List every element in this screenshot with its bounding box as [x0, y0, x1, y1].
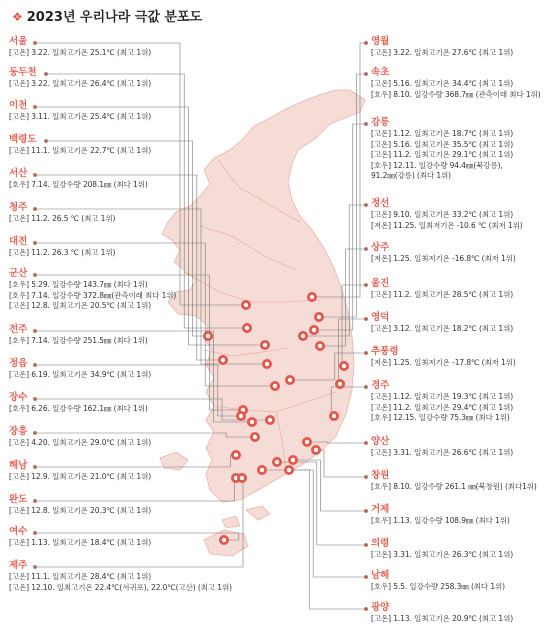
- leader-dot: [364, 607, 367, 610]
- station-entry: [9, 236, 115, 259]
- station-marker-center: [287, 468, 291, 472]
- station-record: [호우] 7.14. 일강수량 251.5㎜ (최다 1위): [9, 336, 148, 345]
- station-name: 해남: [9, 460, 28, 471]
- station-entry: [371, 504, 510, 527]
- leader-dot: [364, 283, 367, 286]
- station-entry: [9, 168, 148, 191]
- station-marker-center: [305, 440, 309, 444]
- station-entry: [371, 117, 513, 182]
- station-record: [고온] 11.2. 일최고기온 29.4℃ (최고 1위): [371, 402, 514, 412]
- station-name: 양산: [371, 436, 390, 447]
- station-name: 추풍령: [371, 346, 399, 357]
- station-name: 영덕: [371, 312, 390, 323]
- station-record: [고온] 11.2. 26.5 ℃ (최고 1위): [9, 214, 116, 223]
- station-record: [고온] 9.10. 일최고기온 33.2℃ (최고 1위): [371, 210, 514, 219]
- station-entry: [371, 346, 516, 369]
- diamond-icon: ❖: [12, 10, 23, 24]
- station-record: [고온] 3.31. 일최고기온 26.6℃ (최고 1위): [371, 448, 514, 457]
- leader-dot: [364, 203, 367, 206]
- station-record: [고온] 11.1. 일최고기온 28.4℃ (최고 1위): [9, 572, 152, 581]
- station-entry: [371, 570, 505, 593]
- station-entry: [371, 436, 513, 459]
- station-entry: [9, 36, 151, 59]
- station-entry: [9, 460, 151, 483]
- station-name: 백령도: [9, 134, 37, 145]
- leader-dot: [364, 122, 367, 125]
- station-entry: [371, 538, 513, 561]
- station-marker-center: [288, 378, 292, 382]
- station-record: [고온] 11.2. 일최고기온 28.5℃ (최고 1위): [371, 290, 514, 299]
- station-marker-center: [275, 460, 279, 464]
- station-name: 전주: [9, 324, 28, 335]
- leader-dot: [364, 575, 367, 578]
- station-marker-center: [245, 326, 249, 330]
- leader-dot: [364, 509, 367, 512]
- station-record: [고온] 12.8. 일최고기온 20.5℃ (최고 1위): [9, 301, 152, 310]
- station-record: [호우] 5.5. 일강수량 258.3㎜ (최다 1위): [371, 582, 505, 591]
- station-marker-center: [260, 468, 264, 472]
- leader-dot: [364, 441, 367, 444]
- station-marker-center: [240, 476, 244, 480]
- map-title-text: 2023년 우리나라 극값 분포도: [26, 10, 203, 25]
- station-marker-center: [332, 414, 336, 418]
- leader-dot: [364, 351, 367, 354]
- station-entry: [9, 526, 151, 549]
- station-name: 장수: [9, 392, 28, 403]
- station-entry: [371, 312, 513, 335]
- station-entry: [9, 392, 148, 415]
- station-marker-center: [234, 453, 238, 457]
- station-marker-center: [268, 418, 272, 422]
- station-entry: [9, 268, 176, 312]
- station-name: 이천: [9, 100, 28, 111]
- station-name: 제주: [9, 560, 28, 571]
- station-name: 서울: [9, 36, 28, 47]
- station-record: [호우] 5.29. 일강수량 143.7㎜ (최다 1위): [9, 280, 148, 289]
- station-record: [고온] 12.9. 일최고기온 21.0℃ (최고 1위): [9, 472, 152, 481]
- station-name: 광양: [371, 602, 390, 613]
- station-name: 상주: [371, 242, 390, 253]
- station-entry: [9, 67, 151, 90]
- station-entry: [9, 100, 151, 123]
- station-record: [호우] 8.10. 일강수량 368.7㎜ (관측이래 최다 1위): [371, 89, 541, 99]
- station-name: 영월: [371, 36, 390, 47]
- station-record: [고온] 12.8. 일최고기온 20.3℃ (최고 1위): [9, 506, 152, 515]
- station-marker-center: [222, 538, 226, 542]
- station-name: 대전: [9, 236, 28, 247]
- leader-dot: [364, 72, 367, 75]
- station-record: [호우] 6.26. 일강수량 162.1㎜ (최다 1위): [9, 404, 148, 413]
- station-entry: [9, 324, 148, 347]
- station-entry: [371, 36, 513, 59]
- station-entry: [9, 202, 115, 225]
- station-record: [고온] 3.22. 일최고기온 26.4℃ (최고 1위): [9, 79, 152, 88]
- station-marker-center: [342, 364, 346, 368]
- station-record: [고온] 3.11. 일최고기온 25.4℃ (최고 1위): [9, 112, 152, 121]
- station-record: [호우] 8.10. 일강수량 261.1 ㎜(북창원) (최다1위): [371, 482, 537, 491]
- station-name: 서산: [9, 168, 28, 179]
- station-record: [고온] 3.22. 일최고기온 25.1℃ (최고 1위): [9, 48, 152, 57]
- leader-dot: [364, 475, 367, 478]
- station-record: [고온] 4.20. 일최고기온 29.0℃ (최고 1위): [9, 438, 152, 447]
- station-name: 완도: [9, 494, 28, 505]
- leader-line-거제: [293, 460, 366, 511]
- station-record: [고온] 5.16. 일최고기온 34.4℃ (최고 1위): [371, 79, 514, 88]
- station-record: [고온] 11.1. 일최고기온 22.7℃ (최고 1위): [9, 146, 152, 155]
- leader-line-창원: [316, 450, 366, 477]
- station-name: 속초: [371, 67, 390, 78]
- station-marker-center: [221, 358, 225, 362]
- station-name: 정선: [371, 198, 390, 209]
- station-record: [고온] 12.10. 일최고기온 22.4℃(서귀포), 22.0℃(고산) (최고 1위): [9, 582, 232, 592]
- station-marker-center: [244, 303, 248, 307]
- station-name: 창원: [371, 470, 390, 481]
- station-name: 의령: [371, 538, 390, 549]
- station-name: 장흥: [9, 426, 28, 437]
- station-name: 정읍: [9, 358, 28, 369]
- station-record: 91.2㎜(강릉) (최다 1위): [371, 171, 451, 180]
- station-record: [고온] 11.2. 일최고기온 29.1℃ (최고 1위): [371, 150, 514, 159]
- leader-line-남해: [262, 470, 366, 577]
- station-marker-center: [239, 414, 243, 418]
- station-record: [고온] 3.31. 일최고기온 26.3℃ (최고 1위): [371, 550, 514, 559]
- station-record: [호우] 12.15. 일강수량 75.3㎜ (최다 1위): [371, 413, 510, 422]
- station-record: [고온] 1.12. 일최고기온 19.3℃ (최고 1위): [371, 392, 514, 401]
- station-name: 동두천: [9, 67, 37, 78]
- station-record: [호우] 7.14. 일강수량 208.1㎜ (최다 1위): [9, 180, 148, 189]
- station-entry: [371, 470, 537, 493]
- station-marker-center: [338, 382, 342, 386]
- station-name: 군산: [9, 268, 28, 279]
- station-entry: [371, 242, 516, 265]
- station-entry: [9, 494, 151, 517]
- station-name: 경주: [371, 380, 390, 391]
- station-entry: [371, 602, 513, 625]
- station-marker-center: [310, 295, 314, 299]
- station-record: [호우] 1.13. 일강수량 108.9㎜ (최다 1위): [371, 516, 510, 525]
- station-entry: [9, 358, 151, 381]
- leader-dot: [364, 317, 367, 320]
- station-name: 청주: [9, 202, 28, 213]
- station-marker-center: [318, 344, 322, 348]
- station-marker-center: [317, 315, 321, 319]
- leader-dot: [364, 247, 367, 250]
- station-marker-center: [206, 334, 210, 338]
- station-record: [저온] 11.25. 일최저기온 -10.6 ℃ (최저 1위): [371, 220, 523, 230]
- station-marker-center: [314, 448, 318, 452]
- station-record: [저온] 1.25. 일최저기온 -17.8℃ (최저 1위): [371, 358, 516, 367]
- station-marker-center: [250, 420, 254, 424]
- station-entry: [371, 278, 513, 301]
- station-marker-center: [253, 435, 257, 439]
- station-name: 여수: [9, 526, 28, 537]
- station-entry: [9, 426, 151, 449]
- station-entry: [371, 380, 513, 424]
- station-marker-center: [265, 362, 269, 366]
- station-record: [고온] 5.16. 일최고기온 35.5℃ (최고 1위): [371, 139, 514, 149]
- station-entry: [371, 67, 541, 100]
- leader-dot: [364, 385, 367, 388]
- station-marker-center: [263, 343, 267, 347]
- station-marker-center: [301, 334, 305, 338]
- station-record: [고온] 1.12. 일최고기온 18.7℃ (최고 1위): [371, 129, 514, 138]
- station-marker-center: [291, 458, 295, 462]
- station-record: [고온] 1.13. 일최고기온 18.4℃ (최고 1위): [9, 538, 152, 547]
- korean-peninsula-map: [160, 90, 365, 556]
- station-record: [고온] 3.12. 일최고기온 18.2℃ (최고 1위): [371, 324, 514, 333]
- station-entry: [9, 134, 151, 157]
- station-record: [호우] 7.14. 일강수량 372.8㎜(관측이래 최다 1위): [9, 290, 177, 300]
- station-marker-center: [273, 384, 277, 388]
- station-name: 남해: [371, 570, 390, 581]
- station-record: [고온] 1.13. 일최고기온 20.9℃ (최고 1위): [371, 614, 514, 623]
- leader-line-광양: [289, 470, 366, 609]
- station-record: [호우] 12.11. 일강수량 94.4㎜(북강릉),: [371, 160, 503, 170]
- station-entry: [9, 560, 232, 593]
- leader-dot: [364, 543, 367, 546]
- station-name: 강릉: [371, 117, 390, 128]
- station-name: 울진: [371, 278, 390, 289]
- station-record: [고온] 11.2. 26.3 ℃ (최고 1위): [9, 248, 116, 257]
- station-record: [고온] 6.19. 일최고기온 34.9℃ (최고 1위): [9, 370, 152, 379]
- station-marker-center: [312, 328, 316, 332]
- station-record: [고온] 3.22. 일최고기온 27.6℃ (최고 1위): [371, 48, 514, 57]
- leader-dot: [364, 41, 367, 44]
- station-entry: [371, 198, 523, 231]
- station-record: [저온] 1.25. 일최저기온 -16.8℃ (최저 1위): [371, 254, 516, 263]
- station-name: 거제: [371, 504, 390, 515]
